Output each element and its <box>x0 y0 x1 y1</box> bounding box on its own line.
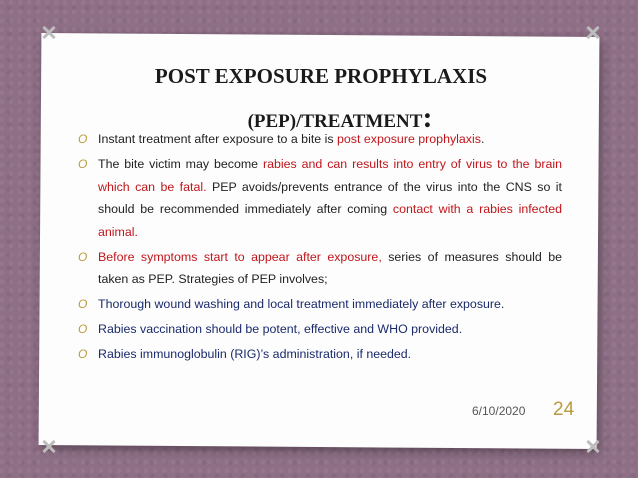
bullet-highlight: post exposure prophylaxis <box>337 132 481 146</box>
bullet-text: The bite victim may become <box>98 157 263 171</box>
bullet-highlight: Before symptoms start to appear after exposure, <box>98 249 382 264</box>
bullet-item <box>78 318 562 341</box>
bullet-text: series of measures should be taken as PEP. Strategies of PEP involves; <box>98 249 562 286</box>
bullet-marker-icon: O <box>78 322 88 336</box>
bullet-text: PEP avoids/prevents entrance of the virus into the CNS so it should be recommended immediately after coming <box>98 179 562 216</box>
bullet-item <box>78 128 562 151</box>
slide-title <box>70 64 610 135</box>
bullet-item <box>78 343 562 366</box>
bullet-marker-icon: O <box>78 347 88 361</box>
pin-icon <box>40 24 56 40</box>
slide-number: 24 <box>553 399 575 420</box>
bullet-marker-icon: O <box>78 297 88 311</box>
title-line-1: POST EXPOSURE PROPHYLAXIS <box>154 64 488 88</box>
bullet-text: Thorough wound washing and local treatment immediately after exposure <box>98 297 501 311</box>
title-colon: : <box>422 101 433 134</box>
title-line-2-text: (PEP)/TREATMENT <box>247 111 423 132</box>
bullet-highlight: rabies and can results into entry of virus to the brain which can be fatal. <box>98 157 562 194</box>
pin-icon <box>584 438 600 454</box>
bullet-marker-icon: O <box>78 132 88 146</box>
bullet-item <box>78 293 562 316</box>
bullet-text: Instant treatment after exposure to a bite is <box>98 132 337 146</box>
bullet-marker-icon: O <box>78 249 88 264</box>
bullet-text: . <box>500 297 505 311</box>
bullet-item <box>78 153 562 243</box>
bullet-marker-icon: O <box>78 157 88 171</box>
slide-date: 6/10/2020 <box>472 404 526 418</box>
bullet-text: . <box>480 132 485 146</box>
pin-icon <box>40 438 56 454</box>
pin-icon <box>584 24 600 40</box>
bullet-text: Rabies vaccination should be potent, effective and WHO provided. <box>98 322 463 336</box>
bullet-text: Rabies immunoglobulin (RIG)’s administration, if needed. <box>98 347 412 361</box>
bullet-list <box>78 128 562 368</box>
bullet-item <box>78 246 562 291</box>
bullet-highlight: contact with a rabies infected animal. <box>98 202 562 239</box>
